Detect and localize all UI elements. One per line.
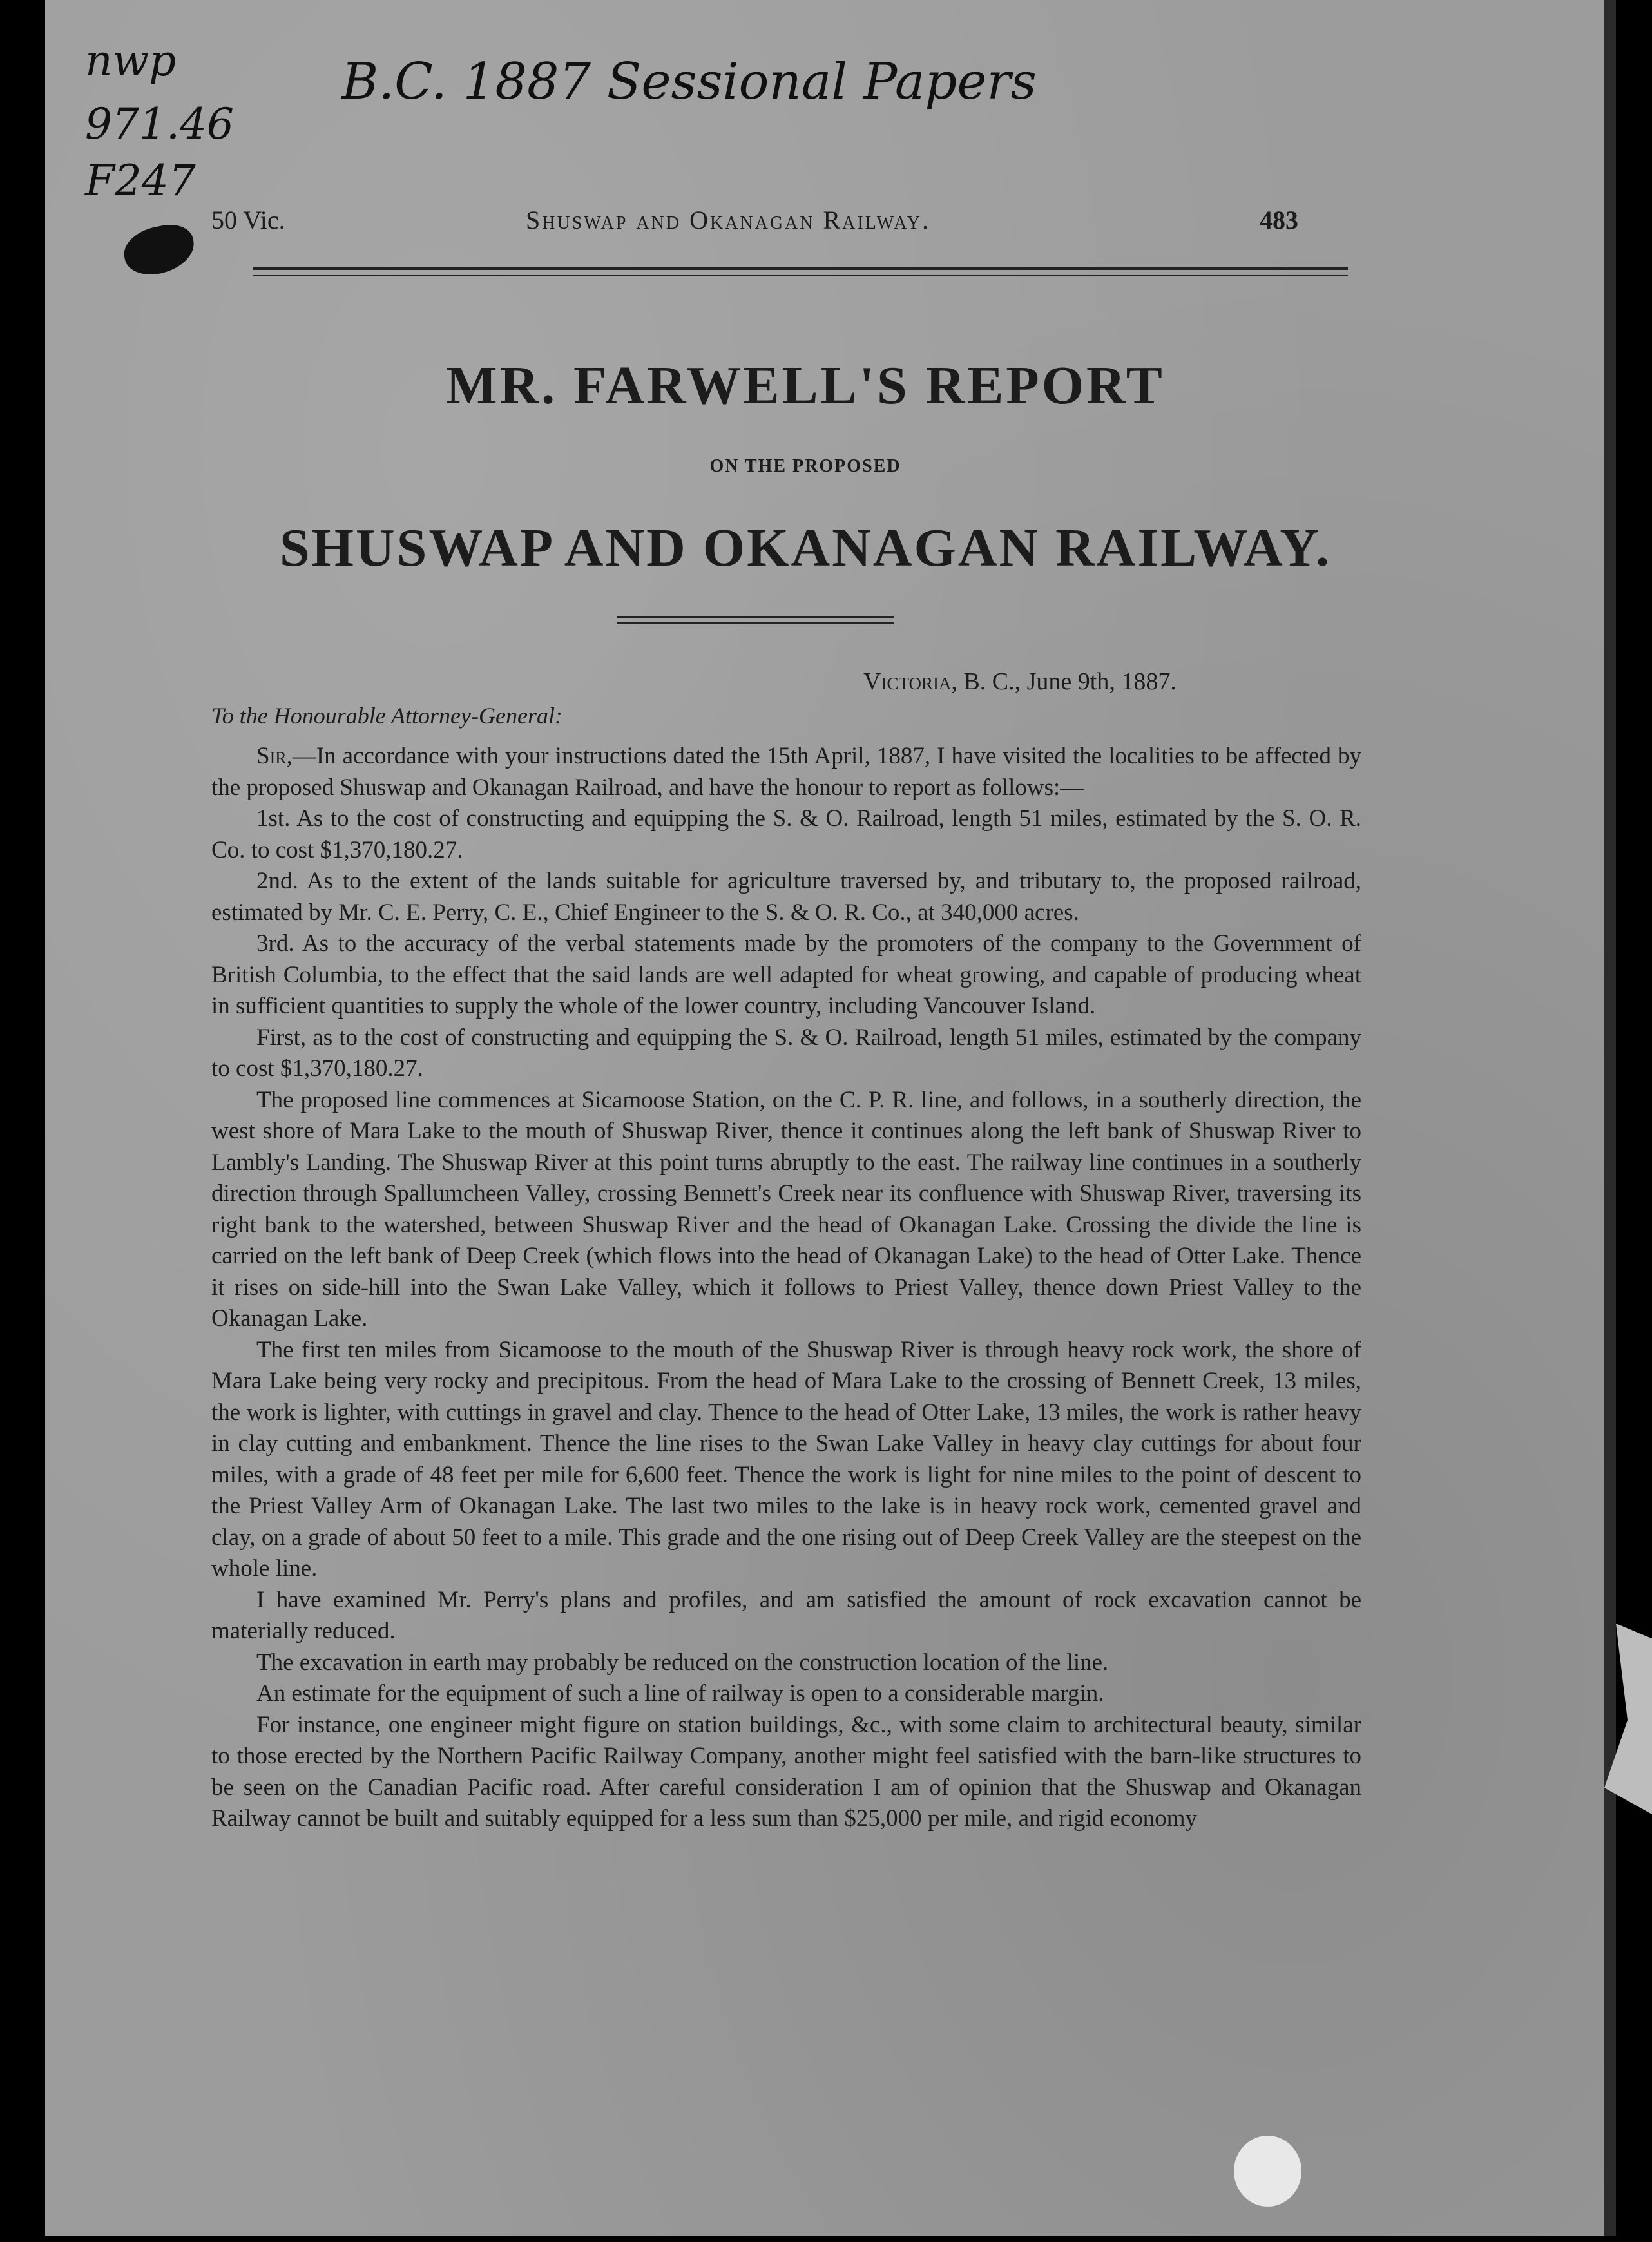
running-head <box>45 205 1604 244</box>
title-rule-second <box>617 622 894 624</box>
running-head-left: 50 Vic. <box>211 206 285 235</box>
title-rule <box>617 616 894 618</box>
paragraph-8: I have examined Mr. Perry's plans and profiles, and am satisfied the amount of rock excavation cannot be materially reduced. <box>211 1586 1361 1644</box>
paragraph-1-text: —In accordance with your instructions dated the 15th April, 1887, I have visited the localities to be affected by the proposed Shuswap and Okanagan Railroad, and have the honour to report as follows:— <box>211 743 1361 801</box>
paragraph-11: For instance, one engineer might figure on station buildings, &c., with some claim to architectural beauty, similar to those erected by the Northern Pacific Railway Company, another might feel satisfied with the barn-like structures to be seen on the Canadian Pacific road. After careful consideration I am of opinion that the Shuswap and Okanagan Railway cannot be built and suitably equipped for a less sum than $25,000 per mile, and rigid economy <box>211 1711 1361 1832</box>
dateline-rest: , B. C., June 9th, 1887. <box>951 668 1177 695</box>
document-page <box>45 0 1616 2236</box>
page-number: 483 <box>1260 206 1298 235</box>
dateline <box>863 667 1177 696</box>
salutation: To the Honourable Attorney-General: <box>211 703 562 729</box>
report-body <box>211 741 1361 1835</box>
handwritten-note: B.C. 1887 Sessional Papers <box>341 53 1037 111</box>
handwritten-call-number-line3: F247 <box>85 156 196 206</box>
header-rule-thin <box>253 275 1348 276</box>
report-title: MR. FARWELL'S REPORT <box>446 356 1165 416</box>
running-head-title: Shuswap and Okanagan Railway. <box>526 206 930 235</box>
paragraph-9: The excavation in earth may probably be reduced on the construction location of the line. <box>256 1649 1109 1676</box>
paragraph-7: The first ten miles from Sicamoose to the mouth of the Shuswap River is through heavy rock work, the shore of Mara Lake being very rocky and precipitous. From the head of Mara Lake to the crossing of Bennett Creek, 13 miles, the work is lighter, with cuttings in gravel and clay. Thence to the head of Otter Lake, 13 miles, the work is rather heavy in clay cutting and embankment. Thence the line rises to the Swan Lake Valley in heavy clay cuttings for about four miles, with a grade of 48 feet per mile for 6,600 feet. Thence the work is light for nine miles to the point of descent to the Priest Valley Arm of Okanagan Lake. The last two miles to the lake is in heavy rock work, cemented gravel and clay, on a grade of about 50 feet to a mile. This grade and the one rising out of Deep Creek Valley are the steepest on the whole line. <box>211 1336 1361 1582</box>
paragraph-1 <box>211 741 1361 803</box>
torn-page-edge <box>1604 1624 1652 1817</box>
report-subtitle: ON THE PROPOSED <box>709 456 901 476</box>
paragraph-5: First, as to the cost of constructing and equipping the S. & O. Railroad, length 51 miles, estimated by the company to cost $1,370,180.27. <box>211 1024 1361 1082</box>
handwritten-call-number-line2: 971.46 <box>85 99 234 149</box>
paragraph-10: An estimate for the equipment of such a line of railway is open to a considerable margin. <box>256 1680 1104 1707</box>
dateline-place: Victoria <box>863 668 952 695</box>
paragraph-4: 3rd. As to the accuracy of the verbal statements made by the promoters of the company to the Government of British Columbia, to the effect that the said lands are well adapted for wheat growing, and capable of producing wheat in sufficient quantities to supply the whole of the lower country, including Vancouver Island. <box>211 930 1361 1019</box>
paragraph-2: 1st. As to the cost of constructing and equipping the S. & O. Railroad, length 51 miles, estimated by the S. O. R. Co. to cost $1,370,180.27. <box>211 805 1361 863</box>
paragraph-1-lead: Sir, <box>256 743 293 769</box>
library-stamp <box>1234 2136 1301 2207</box>
paragraph-3: 2nd. As to the extent of the lands suitable for agriculture traversed by, and tributary to, the proposed railroad, estimated by Mr. C. E. Perry, C. E., Chief Engineer to the S. & O. R. Co., at 340,000 acres. <box>211 868 1361 926</box>
handwritten-call-number-line1: nwp <box>85 36 177 86</box>
header-rule <box>253 267 1348 270</box>
paragraph-6: The proposed line commences at Sicamoose Station, on the C. P. R. line, and follows, in a southerly direction, the west shore of Mara Lake to the mouth of Shuswap River, thence it continues along the left bank of Shuswap River to Lambly's Landing. The Shuswap River at this point turns abruptly to the east. The railway line continues in a southerly direction through Spallumcheen Valley, crossing Bennett's Creek near its confluence with Shuswap River, traversing its right bank to the watershed, between Shuswap River and the head of Okanagan Lake. Crossing the divide the line is carried on the left bank of Deep Creek (which flows into the head of Okanagan Lake) to the head of Otter Lake. Thence it rises on side-hill into the Swan Lake Valley, which it follows to Priest Valley, thence down Priest Valley to the Okanagan Lake. <box>211 1086 1361 1332</box>
railway-title: SHUSWAP AND OKANAGAN RAILWAY. <box>279 518 1332 578</box>
